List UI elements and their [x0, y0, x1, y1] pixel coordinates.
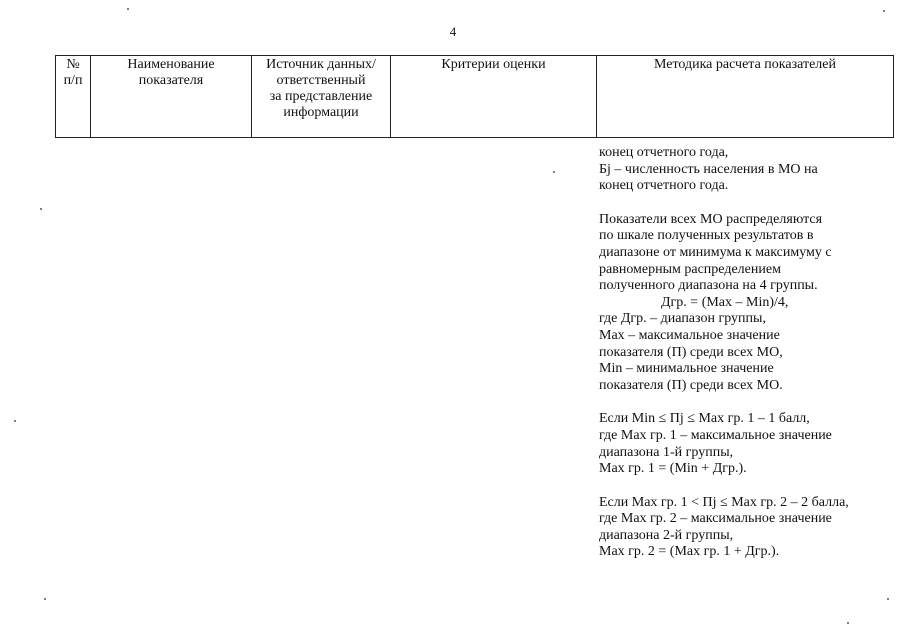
- methodology-line: конец отчетного года,: [599, 145, 729, 160]
- header-data-source-text: Источник данных/ ответственный за представление информации: [266, 57, 376, 120]
- methodology-line: диапазона 1-й группы,: [599, 444, 734, 460]
- header-cell-indicator-name: [91, 56, 252, 138]
- header-criteria-text: Критерии оценки: [441, 57, 546, 72]
- methodology-line: Max гр. 2 = (Max гр. 1 + Дгр.).: [599, 544, 780, 560]
- scan-speck: [847, 622, 849, 624]
- scan-speck: [14, 420, 16, 422]
- methodology-line: Min – минимальное значение: [599, 361, 774, 377]
- methodology-line: Показатели всех МО распределяются: [599, 211, 823, 227]
- header-number-text: № п/п: [63, 57, 83, 88]
- scan-speck: [40, 208, 42, 210]
- page-number: 4: [449, 24, 457, 39]
- scan-speck: [553, 171, 555, 173]
- methodology-line: диапазона 2-й группы,: [599, 527, 734, 543]
- methodology-line: Если Max гр. 1 < Пj ≤ Max гр. 2 – 2 балла,: [599, 494, 849, 510]
- methodology-line: Если Min ≤ Пj ≤ Max гр. 1 – 1 балл,: [599, 411, 810, 427]
- methodology-line: полученного диапазона на 4 группы.: [599, 278, 818, 294]
- methodology-line: где Дгр. – диапазон группы,: [599, 311, 766, 327]
- header-methodology-text: Методика расчета показателей: [653, 57, 837, 72]
- scan-speck: [883, 10, 885, 12]
- scan-speck: [887, 598, 889, 600]
- header-cell-number: [56, 56, 91, 138]
- methodology-line: Max гр. 1 = (Min + Дгр.).: [599, 461, 747, 477]
- header-cell-data-source: [252, 56, 391, 138]
- scan-speck: [44, 598, 46, 600]
- methodology-line: где Max гр. 1 – максимальное значение: [599, 427, 832, 443]
- formula-line: Дгр. = (Max – Min)/4,: [661, 294, 789, 310]
- methodology-text: [599, 145, 899, 561]
- methodology-line: Max – максимальное значение: [599, 327, 780, 343]
- methodology-line: конец отчетного года.: [599, 178, 729, 194]
- methodology-line: по шкале полученных результатов в: [599, 228, 814, 244]
- methodology-line: Бj – численность населения в МО на: [599, 161, 818, 177]
- header-indicator-name-text: Наименование показателя: [127, 57, 215, 88]
- header-row: [56, 56, 894, 138]
- methodology-line: диапазоне от минимума к максимуму с: [599, 244, 832, 260]
- header-cell-criteria: [391, 56, 597, 138]
- header-table: [55, 55, 894, 138]
- paragraph-gap: [599, 394, 899, 411]
- methodology-line: равномерным распределением: [599, 261, 781, 277]
- scan-speck: [127, 8, 129, 10]
- methodology-line: показателя (П) среди всех МО,: [599, 344, 783, 360]
- paragraph-gap: [599, 195, 899, 212]
- methodology-line: показателя (П) среди всех МО.: [599, 377, 783, 393]
- methodology-line: где Max гр. 2 – максимальное значение: [599, 511, 832, 527]
- paragraph-gap: [599, 478, 899, 495]
- header-cell-methodology: [597, 56, 894, 138]
